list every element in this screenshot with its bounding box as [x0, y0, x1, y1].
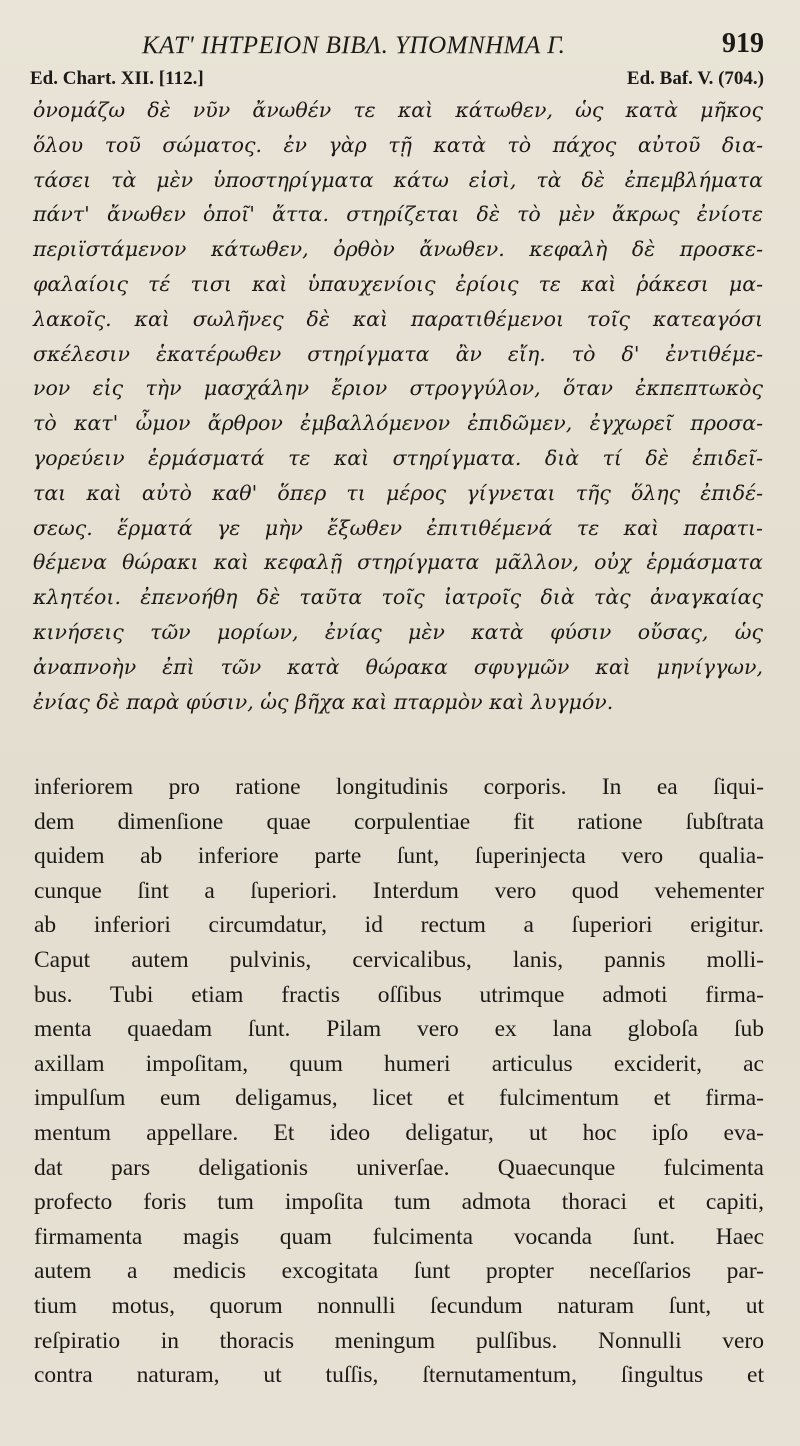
greek-line: σεως. ἕρματά γε μὴν ἔξωθεν ἐπιτιθέμενά τε καὶ παρατι- [33, 515, 763, 540]
greek-line: κλητέοι. ἐπενοήθη δὲ ταῦτα τοῖς ἰατροῖς διὰ τὰς ἀναγκαίας [33, 585, 763, 610]
greek-line: ἐνίας δὲ παρὰ φύσιν, ὡς βῆχα καὶ πταρμὸν καὶ λυγμόν. [33, 689, 614, 714]
latin-line: dat pars deligationis univerſae. Quaecunque fulcimenta [34, 1154, 764, 1181]
greek-line: ται καὶ αὐτὸ καθ' ὅπερ τι μέρος γίγνεται τῆς ὅλης ἐπιδέ- [33, 480, 763, 505]
greek-line: θέμενα θώρακι καὶ κεφαλῇ στηρίγματα μᾶλλον, οὐχ ἑρμάσματα [33, 550, 763, 575]
latin-line: profecto foris tum impoſita tum admota thoraci et capiti, [34, 1189, 764, 1216]
page-number: 919 [722, 28, 764, 59]
latin-line: tium motus, quorum nonnulli ſecundum naturam ſunt, ut [34, 1292, 764, 1319]
greek-line: πάντ' ἄνωθεν ὁποῖ' ἄττα. στηρίζεται δὲ τὸ μὲν ἄκρως ἐνίοτε [33, 202, 763, 227]
running-title: ΚΑΤ' ΙΗΤΡΕΙΟΝ ΒΙΒΛ. ΥΠΟΜΝΗΜΑ Γ. [142, 32, 566, 59]
greek-line: τάσει τὰ μὲν ὑποστηρίγματα κάτω εἰσὶ, τὰ δὲ ἐπεμβλήματα [33, 167, 763, 192]
edition-chartier: Ed. Chart. XII. [112.] [30, 68, 204, 89]
greek-line: ὀνομάζω δὲ νῦν ἄνωθέν τε καὶ κάτωθεν, ὡς κατὰ μῆκος [33, 98, 763, 122]
latin-line: ab inferiori circumdatur, id rectum a ſuperiori erigitur. [34, 912, 764, 939]
greek-line: ἀναπνοὴν ἐπὶ τῶν κατὰ θώρακα σφυγμῶν καὶ μηνίγγων, [33, 654, 763, 679]
latin-line: impulſum eum deligamus, licet et fulcimentum et firma- [34, 1085, 764, 1112]
latin-line: Caput autem pulvinis, cervicalibus, lanis, pannis molli- [34, 946, 764, 973]
edition-reference [30, 68, 764, 94]
latin-line: menta quaedam ſunt. Pilam vero ex lana globoſa ſub [34, 1016, 764, 1043]
latin-line: axillam impoſitam, quum humeri articulus exciderit, ac [34, 1050, 764, 1077]
latin-line: contra naturam, ut tuſſis, ſternutamentum, ſingultus et [34, 1362, 764, 1389]
greek-line: φαλαίοις τέ τισι καὶ ὑπαυχενίοις ἐρίοις τε καὶ ῥάκεσι μα- [33, 271, 763, 296]
greek-line: περιϊστάμενον κάτωθεν, ὀρθὸν ἄνωθεν. κεφαλὴ δὲ προσκε- [33, 237, 763, 262]
latin-line: quidem ab inferiore parte ſunt, ſuperinjecta vero qualia- [34, 843, 764, 870]
latin-text-block [34, 770, 764, 1393]
greek-line: νον εἰς τὴν μασχάλην ἔριον στρογγύλον, ὅταν ἐκπεπτωκὸς [33, 376, 763, 401]
latin-line: reſpiratio in thoracis meningum pulſibus. Nonnulli vero [34, 1327, 764, 1354]
latin-line: firmamenta magis quam fulcimenta vocanda ſunt. Haec [34, 1223, 764, 1250]
greek-line: ὅλου τοῦ σώματος. ἐν γὰρ τῇ κατὰ τὸ πάχος αὐτοῦ δια- [33, 132, 763, 157]
latin-line: mentum appellare. Et ideo deligatur, ut hoc ipſo eva- [34, 1119, 764, 1146]
greek-line: γορεύειν ἑρμάσματά τε καὶ στηρίγματα. διὰ τί δὲ ἐπιδεῖ- [33, 445, 763, 470]
greek-line: σκέλεσιν ἑκατέρωθεν στηρίγματα ἂν εἴη. τὸ δ' ἐντιθέμε- [33, 341, 763, 366]
latin-line: autem a medicis excogitata ſunt propter neceſſarios par- [34, 1258, 764, 1285]
edition-basel: Ed. Baf. V. (704.) [626, 68, 764, 89]
latin-line: cunque ſint a ſuperiori. Interdum vero quod vehementer [34, 877, 764, 904]
greek-line: λακοῖς. καὶ σωλῆνες δὲ καὶ παρατιθέμενοι τοῖς κατεαγόσι [33, 306, 763, 331]
latin-line: bus. Tubi etiam fractis oſſibus utrimque admoti firma- [34, 981, 764, 1008]
latin-line: inferiorem pro ratione longitudinis corporis. In ea ſiqui- [34, 774, 764, 800]
greek-line: κινήσεις τῶν μορίων, ἐνίας μὲν κατὰ φύσιν οὔσας, ὡς [33, 619, 763, 644]
greek-line: τὸ κατ' ὦμον ἄρθρον ἐμβαλλόμενον ἐπιδῶμεν, ἐγχωρεῖ προσα- [33, 411, 763, 436]
latin-line: dem dimenſione quae corpulentiae fit ratione ſubſtrata [34, 808, 764, 835]
running-head [30, 28, 764, 64]
greek-text-block [33, 93, 763, 719]
